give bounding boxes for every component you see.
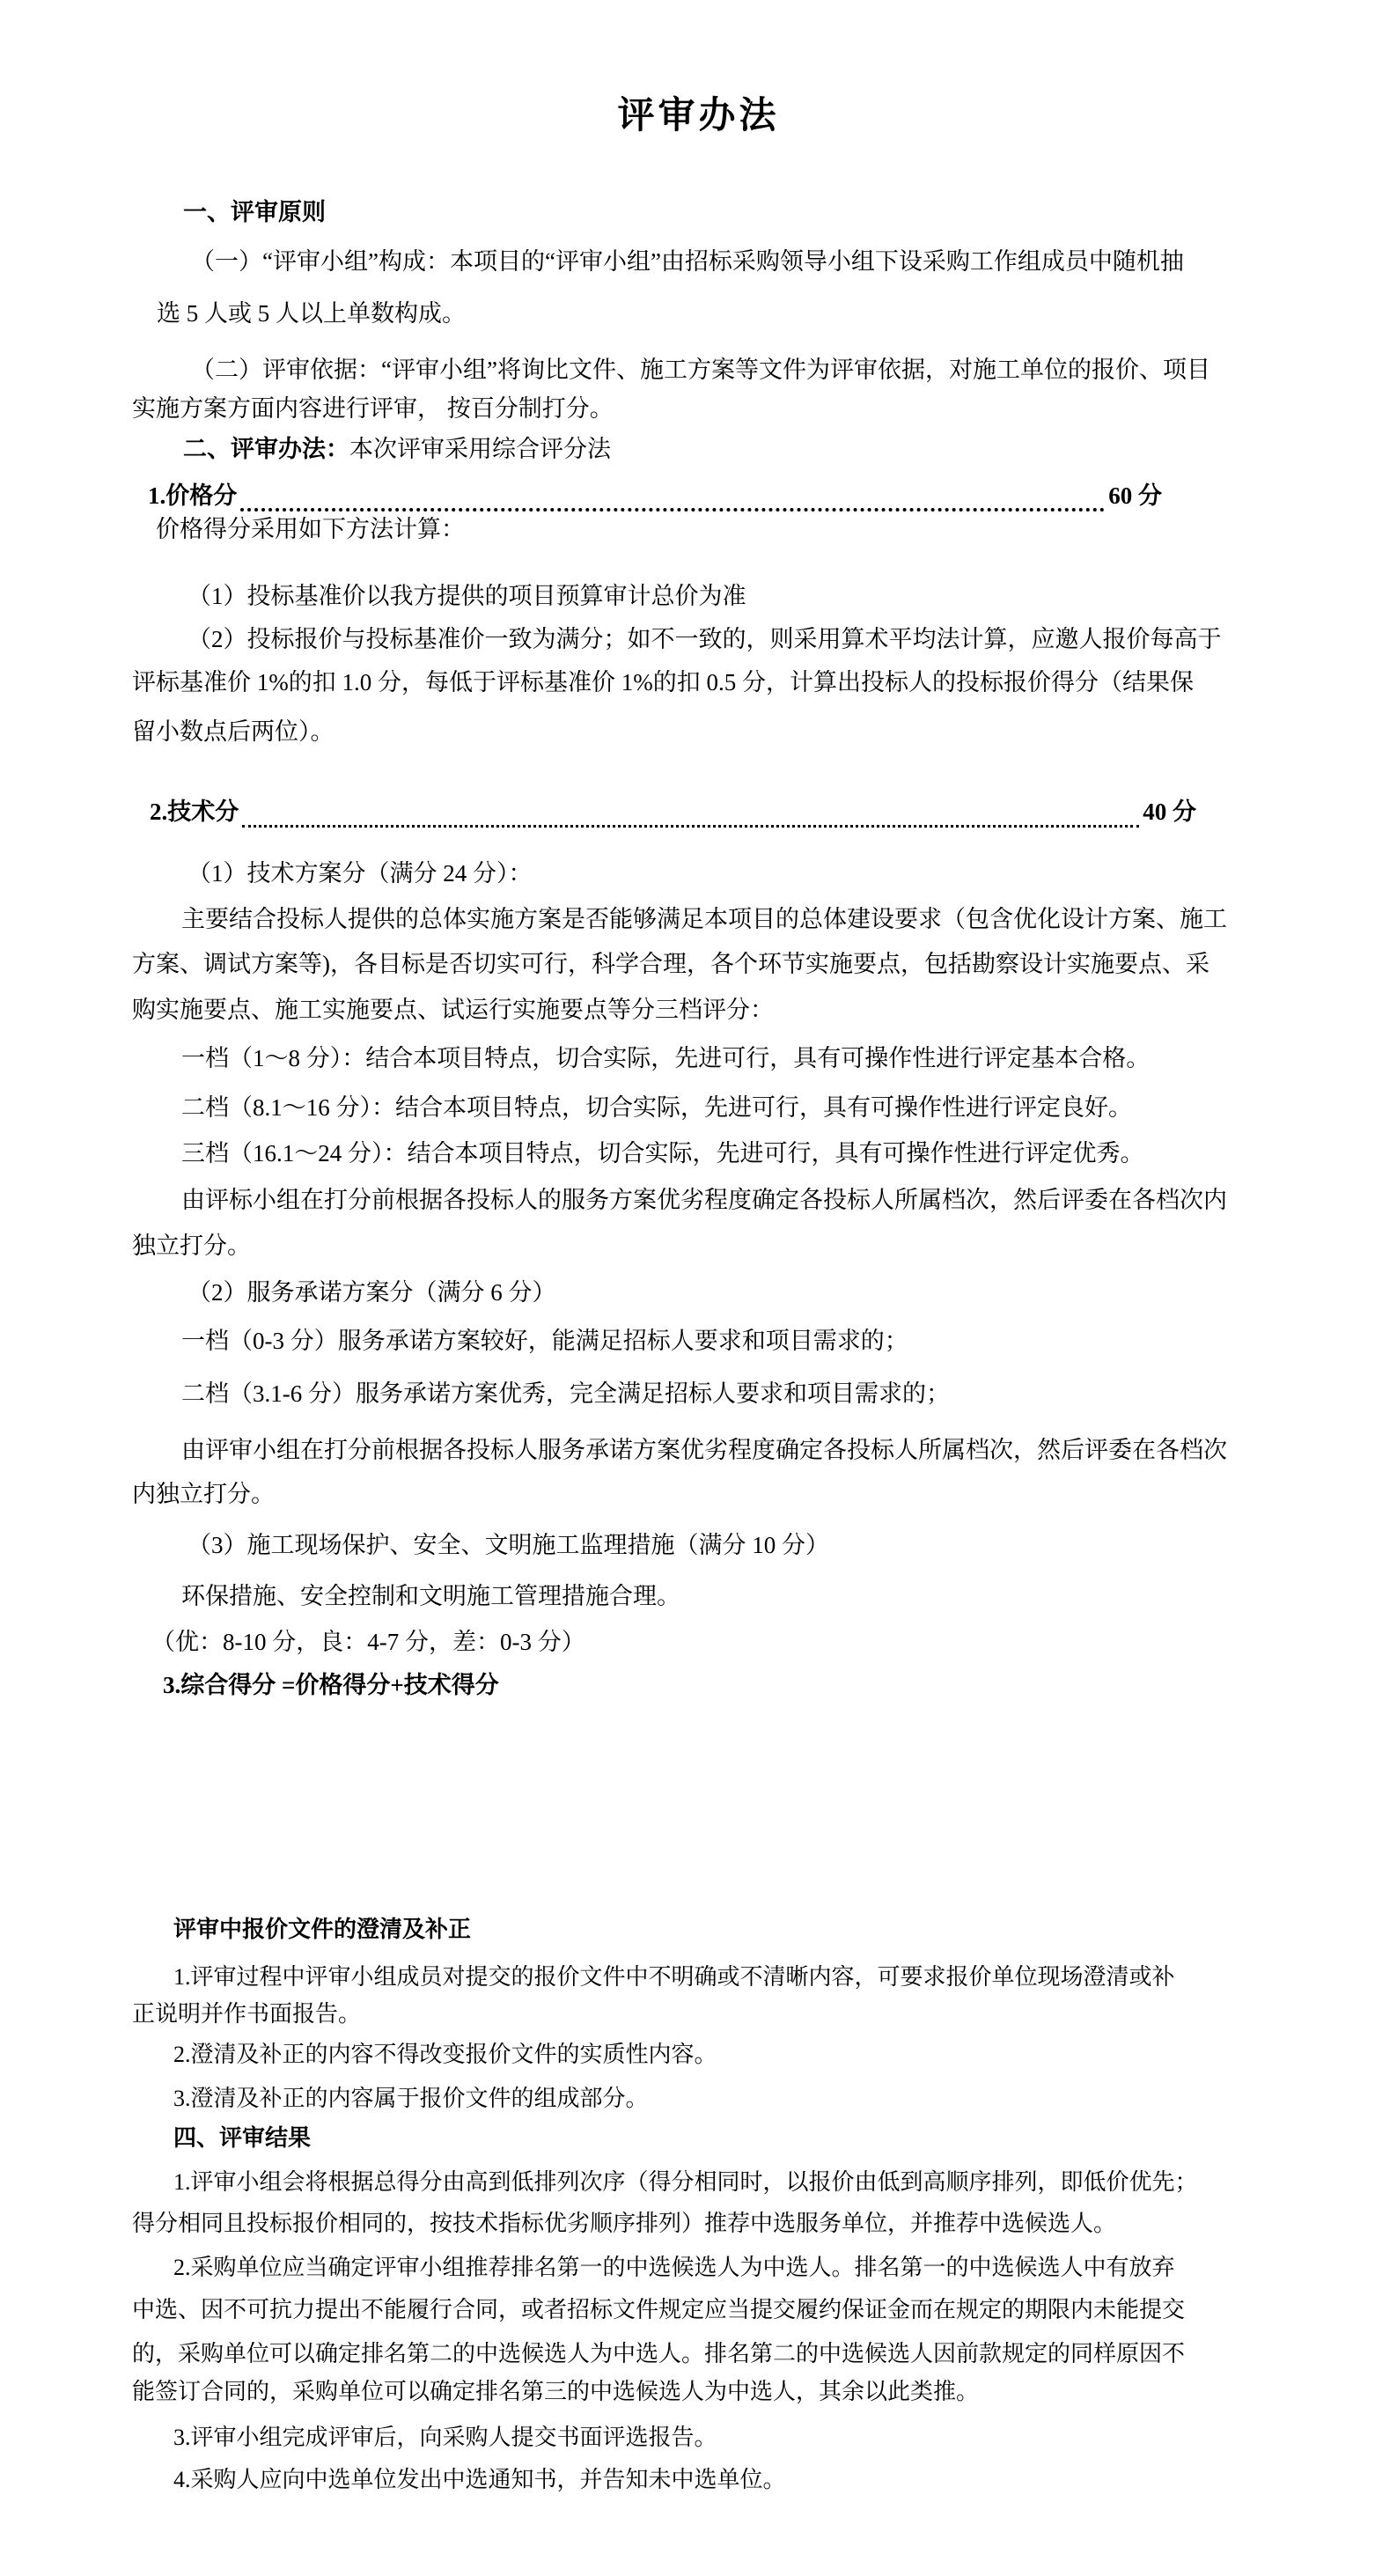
paragraph-line: 1.评审小组会将根据总得分由高到低排列次序（得分相同时，以报价由低到高顺序排列，即低价优先； <box>173 2169 1198 2195</box>
dot-leader <box>242 806 1139 828</box>
paragraph-line: 一档（1～8 分）：结合本项目特点，切合实际，先进可行，具有可操作性进行评定基本合格。 <box>181 1045 1151 1071</box>
paragraph-line: 环保措施、安全控制和文明施工管理措施合理。 <box>181 1583 680 1609</box>
paragraph-line: 评标基准价 1%的扣 1.0 分，每低于评标基准价 1%的扣 0.5 分，计算出投标人的投标报价得分（结果保 <box>132 669 1194 696</box>
paragraph-line: 实施方案方面内容进行评审， 按百分制打分。 <box>132 395 614 422</box>
paragraph-line: （2）投标报价与投标基准价一致为满分；如不一致的，则采用算术平均法计算，应邀人报价每高于 <box>187 626 1222 652</box>
heading-method-rest: 本次评审采用综合评分法 <box>349 436 611 462</box>
composite-score-line: 3.综合得分 =价格得分+技术得分 <box>163 1672 499 1698</box>
paragraph-line: 购实施要点、施工实施要点、试运行实施要点等分三档评分： <box>132 997 774 1023</box>
paragraph-line: 内独立打分。 <box>132 1481 275 1507</box>
paragraph-line: 独立打分。 <box>132 1233 251 1259</box>
paragraph-line: 能签订合同的，采购单位可以确定排名第三的中选候选人为中选人，其余以此类推。 <box>132 2379 980 2404</box>
tech-score-value: 40 分 <box>1143 799 1196 825</box>
paragraph-line: 正说明并作书面报告。 <box>132 2001 362 2027</box>
paragraph-line: 二档（8.1～16 分）：结合本项目特点，切合实际，先进可行，具有可操作性进行评定良好。 <box>181 1094 1132 1121</box>
paragraph-line: 由评标小组在打分前根据各投标人的服务方案优劣程度确定各投标人所属档次，然后评委在各档次内 <box>181 1187 1227 1213</box>
heading-results: 四、评审结果 <box>173 2125 312 2151</box>
paragraph-line: （3）施工现场保护、安全、文明施工监理措施（满分 10 分） <box>187 1532 829 1558</box>
paragraph-line: 二档（3.1-6 分）服务承诺方案优秀，完全满足招标人要求和项目需求的； <box>181 1380 950 1407</box>
paragraph-line: 的，采购单位可以确定排名第二的中选候选人为中选人。排名第二的中选候选人因前款规定的同样原因不 <box>132 2341 1186 2366</box>
paragraph-line: 得分相同且投标报价相同的，按技术指标优劣顺序排列）推荐中选服务单位，并推荐中选候选人。 <box>132 2211 1117 2236</box>
paragraph-line: 1.评审过程中评审小组成员对提交的报价文件中不明确或不清晰内容，可要求报价单位现场澄清或补 <box>173 1964 1175 1990</box>
paragraph-line: （一）“评审小组”构成：本项目的“评审小组”由招标采购领导小组下设采购工作组成员中随机抽 <box>191 248 1184 275</box>
paragraph-line: （1）技术方案分（满分 24 分）： <box>187 860 533 887</box>
paragraph-line: （优：8-10 分，良：4-7 分，差：0-3 分） <box>151 1629 585 1655</box>
dot-leader <box>240 489 1105 512</box>
paragraph-line: 主要结合投标人提供的总体实施方案是否能够满足本项目的总体建设要求（包含优化设计方案、施工 <box>181 906 1227 932</box>
heading-clarification: 评审中报价文件的澄清及补正 <box>173 1917 472 1942</box>
paragraph-line: 留小数点后两位）。 <box>132 718 335 745</box>
document-title: 评审办法 <box>617 96 780 136</box>
paragraph-line: （1）投标基准价以我方提供的项目预算审计总价为准 <box>187 583 746 609</box>
paragraph-line: 方案、调试方案等)，各目标是否切实可行，科学合理，各个环节实施要点，包括勘察设计实施要点、采 <box>132 951 1210 977</box>
paragraph-line: （二）评审依据：“评审小组”将询比文件、施工方案等文件为评审依据，对施工单位的报价、项目 <box>191 357 1210 383</box>
paragraph-line: 选 5 人或 5 人以上单数构成。 <box>157 300 466 327</box>
paragraph-line: 价格得分采用如下方法计算： <box>156 516 465 542</box>
score-line-price <box>148 482 1162 512</box>
paragraph-line: （2）服务承诺方案分（满分 6 分） <box>187 1279 556 1306</box>
paragraph-line: 3.澄清及补正的内容属于报价文件的组成部分。 <box>173 2086 649 2111</box>
heading-principles: 一、评审原则 <box>183 199 326 225</box>
price-score-value: 60 分 <box>1108 482 1162 509</box>
paragraph-line: 2.采购单位应当确定评审小组推荐排名第一的中选候选人为中选人。排名第一的中选候选人中有放弃 <box>173 2255 1175 2280</box>
paragraph-line: 中选、因不可抗力提出不能履行合同，或者招标文件规定应当提交履约保证金而在规定的期限内未能提交 <box>132 2297 1186 2322</box>
paragraph-line: 4.采购人应向中选单位发出中选通知书，并告知未中选单位。 <box>173 2467 786 2492</box>
price-score-label: 1.价格分 <box>148 482 238 509</box>
score-line-tech <box>150 798 1196 828</box>
paragraph-line: 由评审小组在打分前根据各投标人服务承诺方案优劣程度确定各投标人所属档次，然后评委在各档次 <box>181 1437 1227 1463</box>
paragraph-line: 3.评审小组完成评审后，向采购人提交书面评选报告。 <box>173 2425 717 2450</box>
tech-score-label: 2.技术分 <box>150 799 239 825</box>
paragraph-line: 一档（0-3 分）服务承诺方案较好，能满足招标人要求和项目需求的； <box>181 1328 908 1354</box>
paragraph-line: 2.澄清及补正的内容不得改变报价文件的实质性内容。 <box>173 2042 717 2067</box>
heading-method-label: 二、评审办法： <box>183 436 349 462</box>
heading-method <box>183 435 611 465</box>
paragraph-line: 三档（16.1～24 分）：结合本项目特点，切合实际，先进可行，具有可操作性进行评定优秀。 <box>181 1140 1144 1167</box>
